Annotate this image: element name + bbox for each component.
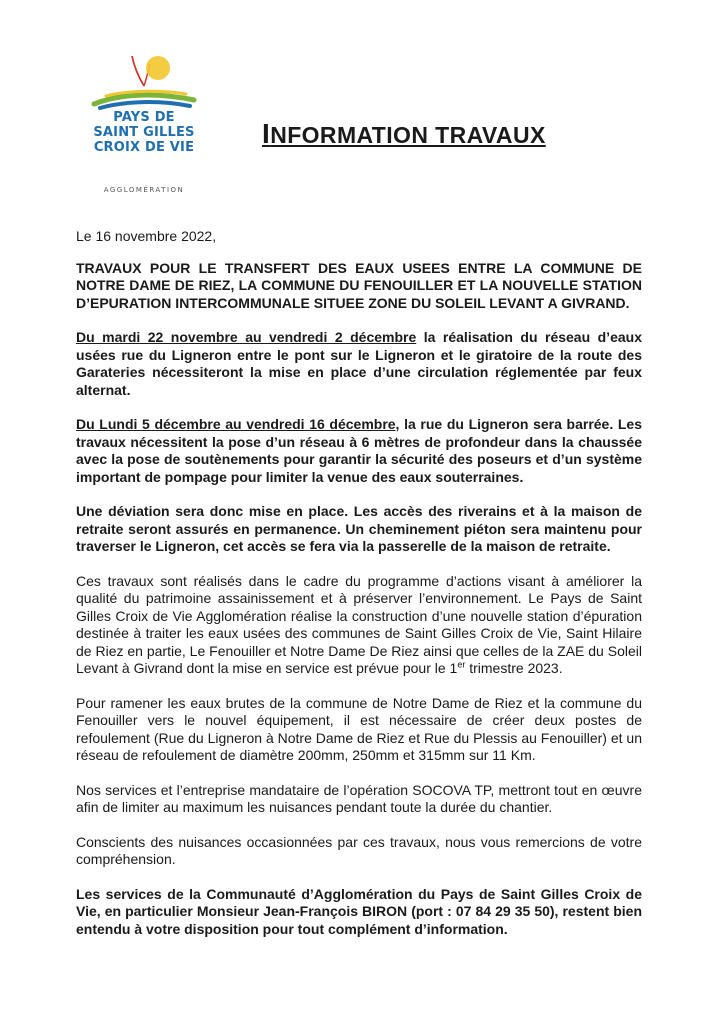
title-initial: I <box>262 118 271 149</box>
period-1: Du mardi 22 novembre au vendredi 2 décembre <box>76 329 417 345</box>
paragraph-schedule-1 <box>76 329 642 399</box>
paragraph-thanks: Conscients des nuisances occasionnées par ces travaux, nous vous remercions de votre compréhension. <box>76 833 642 867</box>
logo-subtitle: AGGLOMÉRATION <box>103 186 185 194</box>
ordinal-suffix: er <box>457 659 466 670</box>
logo-line-2: SAINT GILLES <box>93 125 195 140</box>
logo-line-3: CROIX DE VIE <box>93 140 195 155</box>
paragraph-deviation: Une déviation sera donc mise en place. Les accès des riverains et à la maison de retraite seront assurés en permanence. Un cheminement piéton sera maintenu pour traverser le Ligneron, cet accès se fera via la passerelle de la maison de retraite. <box>76 503 642 554</box>
paragraph-programme <box>76 573 642 678</box>
paragraph-2-text: la rue du Ligneron sera barrée. Les travaux nécessitent la pose d’un réseau à 6 mètres de profondeur dans la chaussée avec la pose de soutènements pour garantir la sécurité des poseurs et d’un système important de pompage pour limiter la venue des eaux souterraines. <box>76 416 642 485</box>
paragraph-network: Pour ramener les eaux brutes de la commune de Notre Dame de Riez et la commune du Fenouiller vers le nouvel équipement, il est nécessaire de créer deux postes de refoulement (Rue du Ligneron à Notre Dame de Riez et Rue du Plessis au Fenouiller) et un réseau de refoulement de diamètre 200mm, 250mm et 315mm sur 11 Km. <box>76 694 642 763</box>
agglomeration-logo <box>74 46 214 206</box>
paragraph-schedule-2 <box>76 416 642 486</box>
paragraph-4-text: Ces travaux sont réalisés dans le cadre du programme d’actions visant à améliorer la qualité du patrimoine assainissement et à préserver l’environnement. Le Pays de Saint Gilles Croix de Vie Agglomération réalise la construction d’une nouvelle station d’épuration destinée à traiter les eaux usées des communes de Saint Gilles Croix de Vie, Saint Hilaire de Riez en partie, Le Fenouiller et Notre Dame De Riez ainsi que celles de la ZAE du Soleil Levant à Givrand dont la mise en service est prévue pour le 1 <box>76 572 642 676</box>
paragraph-4-end: trimestre 2023. <box>465 660 563 676</box>
logo-wordmark <box>74 110 214 155</box>
letter-date: Le 16 novembre 2022, <box>76 228 217 244</box>
letter-body <box>76 228 642 938</box>
title-rest: NFORMATION TRAVAUX <box>270 122 546 148</box>
logo-graphic <box>74 46 214 116</box>
page-title <box>262 118 546 150</box>
logo-line-1: PAYS DE <box>113 110 175 125</box>
paragraph-1-text: la réalisation du réseau d’eaux usées rue du Ligneron entre le pont sur le Ligneron et le giratoire de la route des Garateries nécessiteront la mise en place d’une circulation réglementée par feux alternat. <box>76 329 642 398</box>
paragraph-contact: Les services de la Communauté d’Agglomération du Pays de Saint Gilles Croix de Vie, en particulier Monsieur Jean-François BIRON (port : 07 84 29 35 50), restent bien entendu à votre disposition pour tout complément d’information. <box>76 885 642 937</box>
paragraph-contractor: Nos services et l’entreprise mandataire de l’opération SOCOVA TP, mettront tout en œuvre afin de limiter au maximum les nuisances pendant toute la durée du chantier. <box>76 781 642 815</box>
subject-heading: TRAVAUX POUR LE TRANSFERT DES EAUX USEES ENTRE LA COMMUNE DE NOTRE DAME DE RIEZ, LA COMMUNE DU FENOUILLER ET LA NOUVELLE STATION D’EPURATION INTERCOMMUNALE SITUEE ZONE DU SOLEIL LEVANT A GIVRAND. <box>76 259 642 311</box>
period-2: Du Lundi 5 décembre au vendredi 16 décembre, <box>76 416 400 432</box>
